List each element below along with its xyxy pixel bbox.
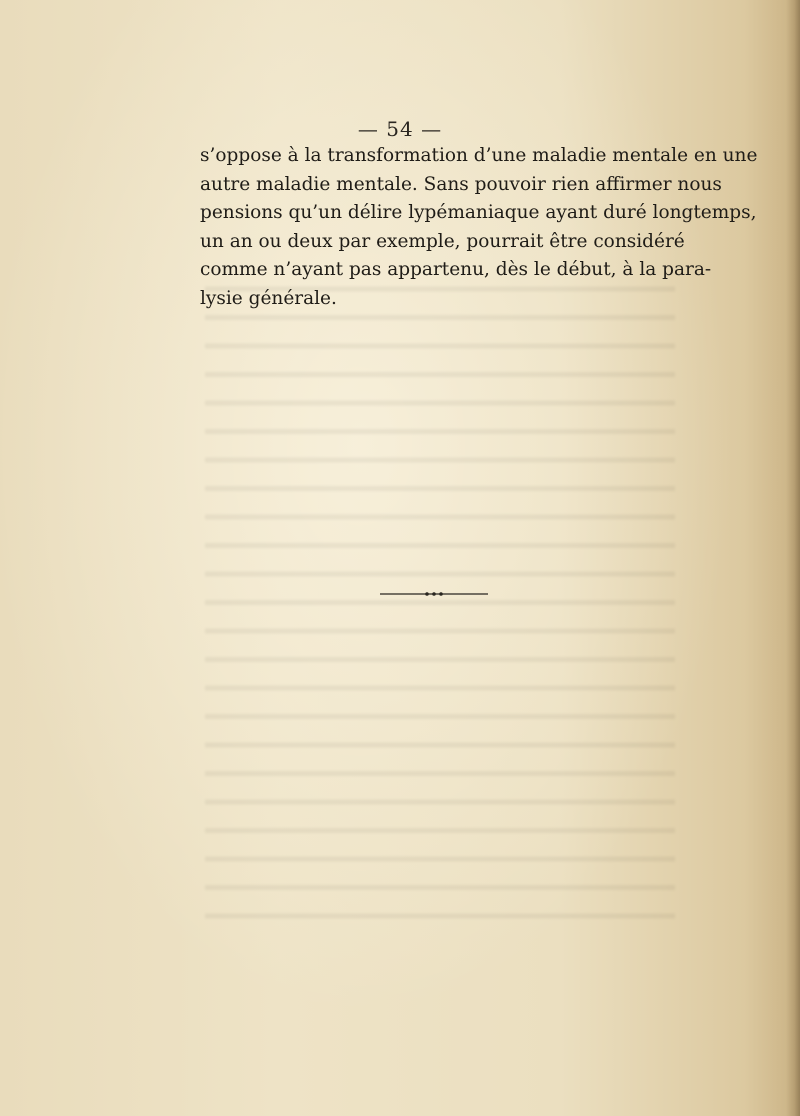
- section-divider-ornament: [380, 590, 488, 598]
- text-line-2: autre maladie mentale. Sans pouvoir rien affirmer nous: [200, 173, 722, 195]
- show-through-text: [205, 270, 675, 930]
- text-line-6: lysie générale.: [200, 287, 337, 309]
- page-number: — 54 —: [357, 117, 443, 141]
- text-line-4: un an ou deux par exemple, pourrait être considéré: [200, 230, 685, 252]
- text-line-5: comme n’ayant pas appartenu, dès le début, à la para-: [200, 259, 712, 280]
- body-paragraph: [200, 142, 758, 313]
- page-edge-shadow: [786, 0, 800, 1116]
- text-line-3: pensions qu’un délire lypémaniaque ayant duré longtemps,: [200, 202, 757, 223]
- text-line-1: s’oppose à la transformation d’une maladie mentale en une: [200, 145, 758, 166]
